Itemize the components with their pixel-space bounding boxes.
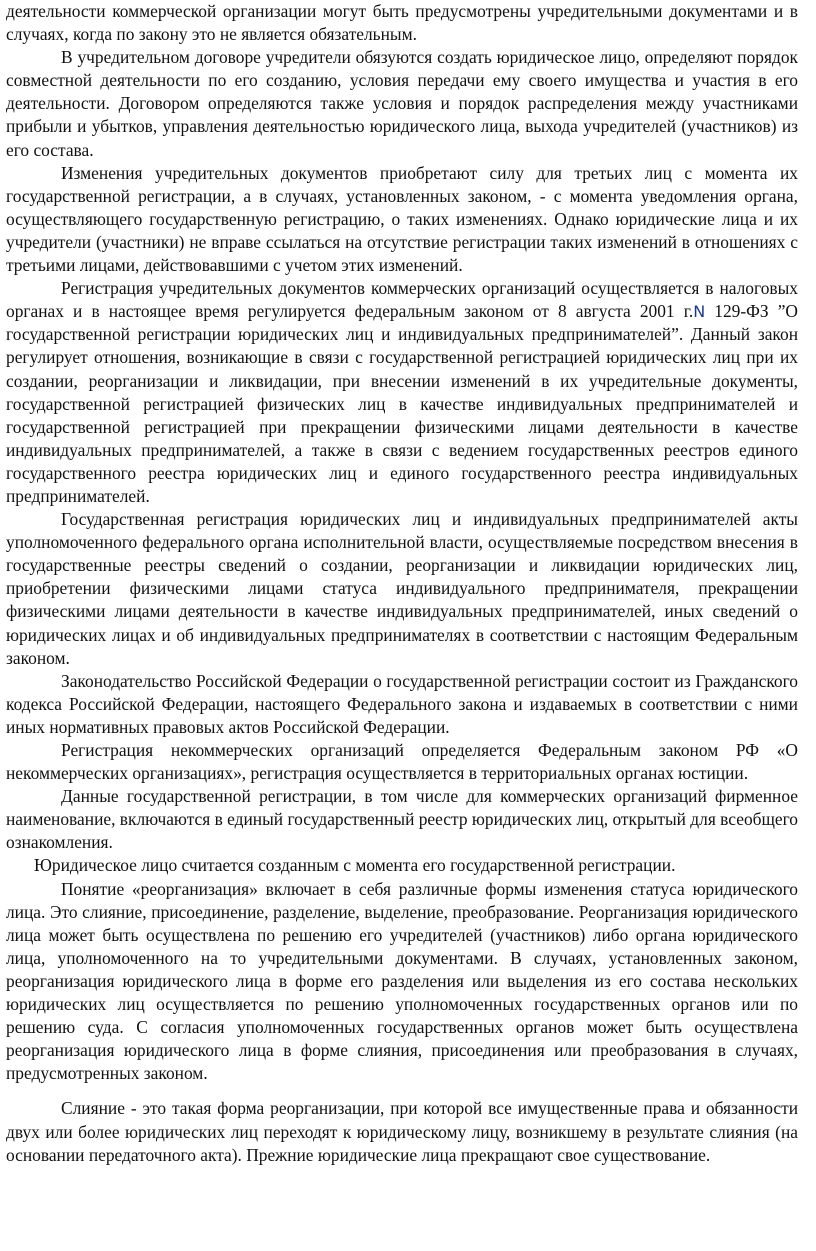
paragraph-nonprofit-registration: Регистрация некоммерческих организаций определяется Федеральным законом РФ «О некоммерческих организациях», регистрация осуществляется в территориальных органах юстиции.	[6, 740, 798, 784]
paragraph-creation-moment: Юридическое лицо считается созданным с момента его государственной регистрации.	[34, 855, 676, 876]
paragraph-document-changes: Изменения учредительных документов приобретают силу для третьих лиц с момента их государственной регистрации, а в случаях, установленных законом, - с момента уведомления органа, осуществляющего государственную регистрацию, о таких изменениях. Однако юридические лица и их учредители (участники) не вправе ссылаться на отсутствие регистрации таких изменений в отношениях с третьими лицами, действовавшими с учетом этих изменений.	[6, 162, 798, 276]
number-sign: N	[693, 302, 706, 322]
paragraph-reorganization: Понятие «реорганизация» включает в себя различные формы изменения статуса юридического лица. Это слияние, присоединение, разделение, выделение, преобразование. Реорганизация юридического лица может быть осуществлена по решению его учредителей (участников) либо органа юридического лица, уполномоченного на то учредительными документами. В случаях, установленных законом, реорганизация юридического лица в форме его разделения или выделения из его состава нескольких юридических лиц осуществляется по решению уполномоченных государственных органов или по решению суда. С согласия уполномоченных государственных органов может быть осуществлена реорганизация юридического лица в форме слияния, присоединения или преобразования в случаях, предусмотренных законом.	[6, 878, 798, 1084]
paragraph-founding-agreement: В учредительном договоре учредители обязуются создать юридическое лицо, определяют порядок совместной деятельности по его созданию, условия передачи ему своего имущества и участия в его деятельности. Договором определяются также условия и порядок распределения между участниками прибыли и убытков, управления деятельностью юридического лица, выхода учредителей (участников) из его состава.	[6, 47, 798, 160]
paragraph-registry-data: Данные государственной регистрации, в том числе для коммерческих организаций фирменное наименование, включаются в единый государственный реестр юридических лиц, открытый для всеобщего ознакомления.	[6, 786, 798, 853]
document-page	[6, 0, 798, 1167]
paragraph-state-registration: Государственная регистрация юридических лиц и индивидуальных предпринимателей акты уполномоченного федерального органа исполнительной власти, осуществляемые посредством внесения в государственные реестры сведений о создании, реорганизации и ликвидации юридических лиц, приобретении физическими лицами статуса индивидуального предпринимателя, прекращении физическими лицами деятельности в качестве индивидуальных предпринимателей, иных сведений о юридических лицах и об индивидуальных предпринимателях в соответствии с настоящим Федеральным законом.	[6, 509, 798, 668]
paragraph-registration-law	[6, 277, 798, 508]
registration-law-text-end: 129-ФЗ ”О государственной регистрации юридических лиц и индивидуальных предпринимателей”. Данный закон регулирует отношения, возникающие в связи с государственной регистрацией юридических лиц при их создании, реорганизации и ликвидации, при внесении изменений в их учредительные документы, государственной регистрацией физических лиц в качестве индивидуальных предпринимателей и государственной регистрацией при прекращении физическими лицами деятельности в качестве индивидуальных предпринимателей, а также в связи с ведением государственных реестров единого государственного реестра юридических лиц и единого государственного реестра индивидуальных предпринимателей.	[6, 301, 798, 506]
paragraph-merger: Слияние - это такая форма реорганизации, при которой все имущественные права и обязанности двух или более юридических лиц переходят к юридическому лицу, возникшему в результате слияния (на основании передаточного акта). Прежние юридические лица прекращают свое существование.	[6, 1098, 798, 1165]
paragraph-continuation: деятельности коммерческой организации могут быть предусмотрены учредительными документами и в случаях, когда по закону это не является обязательным.	[6, 1, 798, 45]
paragraph-legislation: Законодательство Российской Федерации о государственной регистрации состоит из Гражданского кодекса Российской Федерации, настоящего Федерального закона и издаваемых в соответствии с ними иных нормативных правовых актов Российской Федерации.	[6, 670, 798, 737]
registration-law-text-start: Регистрация учредительных документов коммерческих организаций осуществляется в налоговых органах и в настоящее время регулируется федеральным законом от 8 августа 2001 г.	[6, 278, 798, 322]
